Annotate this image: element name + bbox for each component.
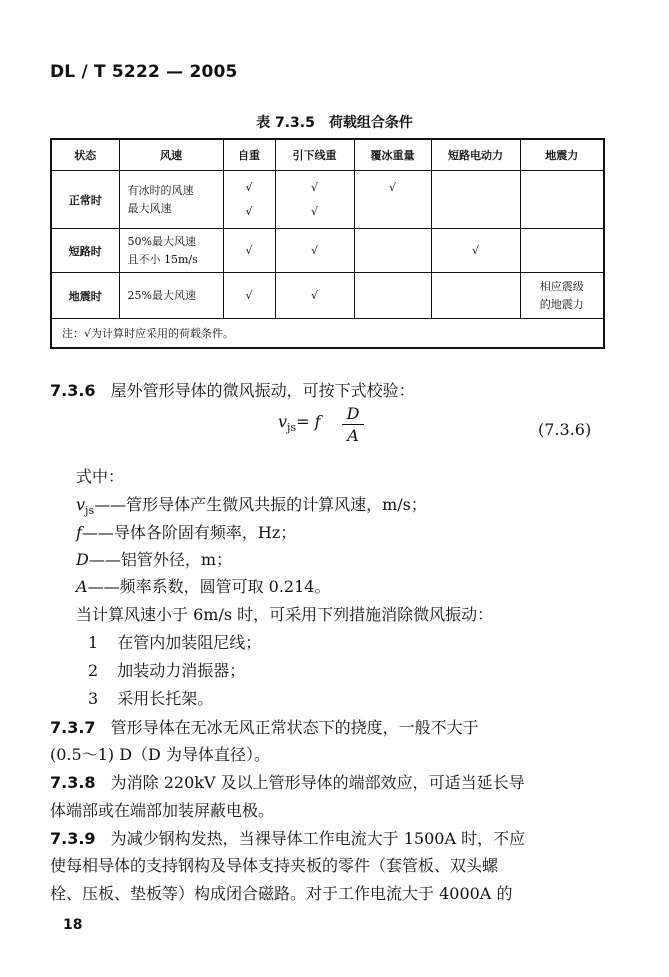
table-header-row <box>51 139 604 171</box>
measures-intro: 当计算风速小于 6m/s 时，可采用下列措施消除微风振动： <box>76 605 494 624</box>
table-note-row <box>51 319 604 349</box>
document-code-header: DL / T 5222 — 2005 <box>50 62 238 82</box>
formula-variable: v <box>278 412 288 431</box>
col-header-state: 状态 <box>51 139 119 171</box>
self-weight-cell: √ <box>223 273 275 319</box>
definition-symbol: A <box>76 577 88 596</box>
measure-item <box>88 686 213 709</box>
self-weight-cell <box>223 171 275 229</box>
check-mark: √ <box>245 180 253 194</box>
load-combination-table <box>50 138 605 349</box>
measure-text: 加装动力消振器； <box>117 661 246 680</box>
check-mark: √ <box>310 204 318 218</box>
state-cell: 短路时 <box>51 229 119 273</box>
measure-number: 2 <box>88 661 99 680</box>
short-circuit-cell <box>431 273 520 319</box>
definition-item <box>76 574 330 597</box>
section-number: 7.3.8 <box>50 773 96 792</box>
col-header-seismic: 地震力 <box>520 139 604 171</box>
measure-item <box>88 630 261 653</box>
downlead-cell: √ <box>275 229 354 273</box>
section-text: 屋外管形导体的微风振动，可按下式校验： <box>110 381 415 400</box>
definition-symbol: v <box>76 495 86 514</box>
formula-subscript: js <box>287 421 297 435</box>
table-title: 表 7.3.5 荷载组合条件 <box>256 115 413 131</box>
state-cell: 正常时 <box>51 171 119 229</box>
definition-item <box>76 547 232 570</box>
wind-line: 50%最大风速 <box>127 234 196 248</box>
formula-numerator: D <box>342 404 364 425</box>
col-header-self-weight: 自重 <box>223 139 275 171</box>
self-weight-cell: √ <box>223 229 275 273</box>
table-row <box>51 229 604 273</box>
section-number: 7.3.7 <box>50 718 96 737</box>
short-circuit-cell <box>431 171 520 229</box>
check-mark: √ <box>310 180 318 194</box>
definition-item <box>76 492 427 517</box>
seismic-cell <box>520 229 604 273</box>
table-row <box>51 273 604 319</box>
ice-cell <box>354 273 431 319</box>
page-number: 18 <box>63 917 83 933</box>
section-text: 为减少钢构发热，当裸导体工作电流大于 1500A 时，不应 <box>110 829 526 848</box>
measure-text: 采用长托架。 <box>117 689 214 708</box>
ice-cell <box>354 229 431 273</box>
definition-subscript: js <box>85 504 95 518</box>
equation-number: (7.3.6) <box>538 420 592 439</box>
definition-text: ——导体各阶固有频率，Hz； <box>81 523 297 542</box>
seismic-cell <box>520 171 604 229</box>
section-number: 7.3.9 <box>50 829 96 848</box>
section-7-3-7 <box>50 715 479 738</box>
formula-denominator: A <box>347 426 359 445</box>
definition-text: ——管形导体产生微风共振的计算风速，m/s； <box>94 495 427 514</box>
col-header-wind: 风速 <box>119 139 223 171</box>
formula-equals: = f <box>296 412 321 431</box>
where-label: 式中： <box>76 467 125 486</box>
section-7-3-8 <box>50 770 525 793</box>
check-mark: √ <box>388 180 396 194</box>
state-cell: 地震时 <box>51 273 119 319</box>
section-text: 管形导体在无冰无风正常状态下的挠度，一般不大于 <box>110 718 479 737</box>
section-7-3-7-cont: (0.5～1) D（D 为导体直径）。 <box>50 745 270 764</box>
check-mark: √ <box>245 204 253 218</box>
ice-cell <box>354 171 431 229</box>
wind-cell <box>119 229 223 273</box>
formula-lhs <box>278 412 321 434</box>
section-7-3-9-cont: 使每相导体的支持钢构及导体支持夹板的零件（套管板、双头螺 <box>50 856 499 875</box>
definition-text: ——频率系数，圆管可取 0.214。 <box>87 577 331 596</box>
definition-item <box>76 520 296 543</box>
col-header-downlead: 引下线重 <box>275 139 354 171</box>
check-mark <box>359 200 427 224</box>
wind-cell <box>119 171 223 229</box>
section-7-3-9-cont: 栓、压板、垫板等）构成闭合磁路。对于工作电流大于 4000A 的 <box>50 884 513 903</box>
wind-line: 最大风速 <box>127 201 172 215</box>
definition-symbol: f <box>76 523 82 542</box>
table-note: 注：√为计算时应采用的荷载条件。 <box>51 319 604 349</box>
section-7-3-9 <box>50 826 525 849</box>
col-header-ice: 覆冰重量 <box>354 139 431 171</box>
formula-fraction <box>342 404 364 447</box>
definition-symbol: D <box>76 550 89 569</box>
downlead-cell <box>275 171 354 229</box>
col-header-short-circuit: 短路电动力 <box>431 139 520 171</box>
downlead-cell: √ <box>275 273 354 319</box>
section-7-3-8-cont: 体端部或在端部加装屏蔽电极。 <box>50 801 275 820</box>
measure-text: 在管内加装阻尼线； <box>117 633 262 652</box>
measure-number: 1 <box>88 633 99 652</box>
seismic-cell: 相应震级 的地震力 <box>520 273 604 319</box>
measure-item <box>88 658 245 681</box>
wind-line: 且不小 15m/s <box>127 252 198 266</box>
section-7-3-6 <box>50 378 415 401</box>
definition-text: ——铝管外径，m； <box>88 550 233 569</box>
short-circuit-cell: √ <box>431 229 520 273</box>
table-row <box>51 171 604 229</box>
wind-line: 有冰时的风速 <box>127 183 194 197</box>
section-text: 为消除 220kV 及以上管形导体的端部效应，可适当延长导 <box>110 773 525 792</box>
measure-number: 3 <box>88 689 99 708</box>
section-number: 7.3.6 <box>50 381 96 400</box>
wind-cell: 25%最大风速 <box>119 273 223 319</box>
